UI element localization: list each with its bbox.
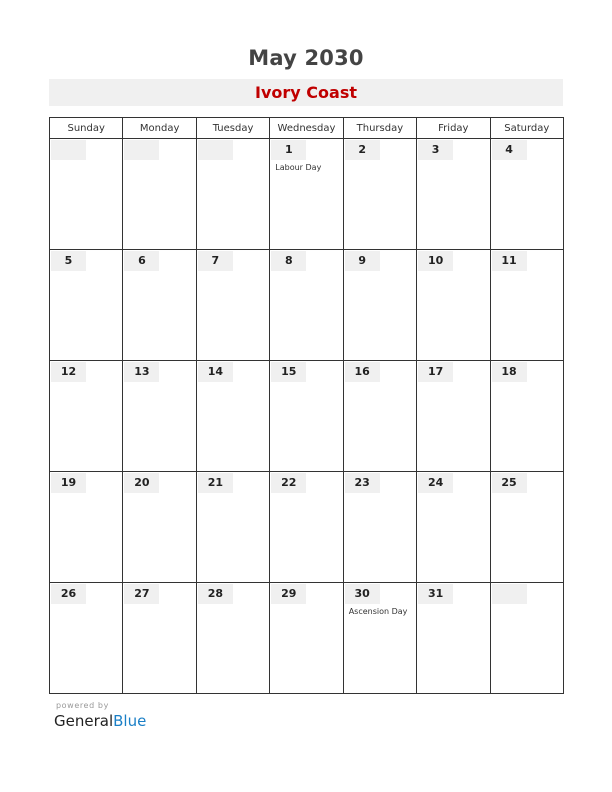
day-number: 10 — [418, 251, 453, 271]
day-number: 30 — [345, 584, 380, 604]
day-number: 16 — [345, 362, 380, 382]
day-cell[interactable] — [50, 139, 123, 250]
day-number — [492, 584, 527, 604]
day-number: 14 — [198, 362, 233, 382]
day-number: 1 — [271, 140, 306, 160]
day-number: 4 — [492, 140, 527, 160]
brand-blue: Blue — [113, 712, 147, 730]
day-cell[interactable] — [270, 361, 343, 472]
day-number: 27 — [124, 584, 159, 604]
country-label: Ivory Coast — [255, 83, 357, 102]
day-number: 18 — [492, 362, 527, 382]
weekday-sunday: Sunday — [50, 118, 123, 139]
day-cell[interactable] — [123, 361, 196, 472]
day-number: 22 — [271, 473, 306, 493]
day-number: 28 — [198, 584, 233, 604]
day-number: 3 — [418, 140, 453, 160]
day-number: 25 — [492, 473, 527, 493]
day-cell[interactable] — [50, 472, 123, 583]
day-number: 11 — [492, 251, 527, 271]
week-row — [50, 583, 564, 694]
day-number: 6 — [124, 251, 159, 271]
day-number: 24 — [418, 473, 453, 493]
day-cell[interactable] — [417, 139, 490, 250]
weekday-wednesday: Wednesday — [270, 118, 343, 139]
day-number — [51, 140, 86, 160]
weekday-saturday: Saturday — [490, 118, 563, 139]
day-number: 8 — [271, 251, 306, 271]
country-banner — [49, 79, 563, 106]
weekday-thursday: Thursday — [343, 118, 416, 139]
day-number: 31 — [418, 584, 453, 604]
day-cell[interactable] — [343, 361, 416, 472]
day-number: 26 — [51, 584, 86, 604]
day-cell[interactable] — [196, 361, 269, 472]
day-number: 5 — [51, 251, 86, 271]
day-cell[interactable] — [343, 472, 416, 583]
day-cell[interactable] — [417, 361, 490, 472]
day-cell[interactable] — [417, 583, 490, 694]
day-number: 17 — [418, 362, 453, 382]
day-cell[interactable] — [417, 250, 490, 361]
day-number: 19 — [51, 473, 86, 493]
day-cell[interactable] — [490, 361, 563, 472]
calendar-grid — [49, 117, 564, 694]
week-row — [50, 139, 564, 250]
day-cell[interactable] — [490, 250, 563, 361]
day-number: 23 — [345, 473, 380, 493]
day-cell[interactable] — [123, 250, 196, 361]
week-row — [50, 361, 564, 472]
day-number: 2 — [345, 140, 380, 160]
day-cell[interactable] — [343, 139, 416, 250]
weekday-friday: Friday — [417, 118, 490, 139]
day-cell[interactable] — [50, 361, 123, 472]
day-number: 9 — [345, 251, 380, 271]
weekday-header-row — [50, 118, 564, 139]
day-cell[interactable] — [196, 250, 269, 361]
holiday-label: Labour Day — [275, 163, 322, 172]
day-cell[interactable] — [417, 472, 490, 583]
day-number: 29 — [271, 584, 306, 604]
weekday-monday: Monday — [123, 118, 196, 139]
day-cell[interactable] — [270, 472, 343, 583]
day-cell[interactable] — [270, 583, 343, 694]
day-cell[interactable] — [196, 139, 269, 250]
day-cell[interactable] — [123, 583, 196, 694]
day-number — [198, 140, 233, 160]
day-cell[interactable] — [343, 250, 416, 361]
day-number: 15 — [271, 362, 306, 382]
page-title: May 2030 — [248, 46, 364, 70]
day-number: 12 — [51, 362, 86, 382]
day-cell[interactable] — [50, 583, 123, 694]
day-cell[interactable] — [343, 583, 416, 694]
day-cell[interactable] — [270, 139, 343, 250]
day-number — [124, 140, 159, 160]
holiday-label: Ascension Day — [348, 607, 408, 616]
day-cell[interactable] — [196, 583, 269, 694]
day-cell[interactable] — [123, 139, 196, 250]
day-number: 20 — [124, 473, 159, 493]
week-row — [50, 472, 564, 583]
day-number: 7 — [198, 251, 233, 271]
week-row — [50, 250, 564, 361]
day-cell[interactable] — [196, 472, 269, 583]
day-cell[interactable] — [123, 472, 196, 583]
day-cell[interactable] — [50, 250, 123, 361]
weekday-tuesday: Tuesday — [196, 118, 269, 139]
day-cell[interactable] — [270, 250, 343, 361]
calendar-body — [50, 139, 564, 694]
day-number: 13 — [124, 362, 159, 382]
day-cell[interactable] — [490, 472, 563, 583]
brand-logo[interactable] — [54, 712, 146, 730]
day-number: 21 — [198, 473, 233, 493]
powered-by-text: powered by — [56, 701, 109, 710]
brand-general: General — [54, 712, 114, 730]
day-cell[interactable] — [490, 139, 563, 250]
day-cell[interactable] — [490, 583, 563, 694]
